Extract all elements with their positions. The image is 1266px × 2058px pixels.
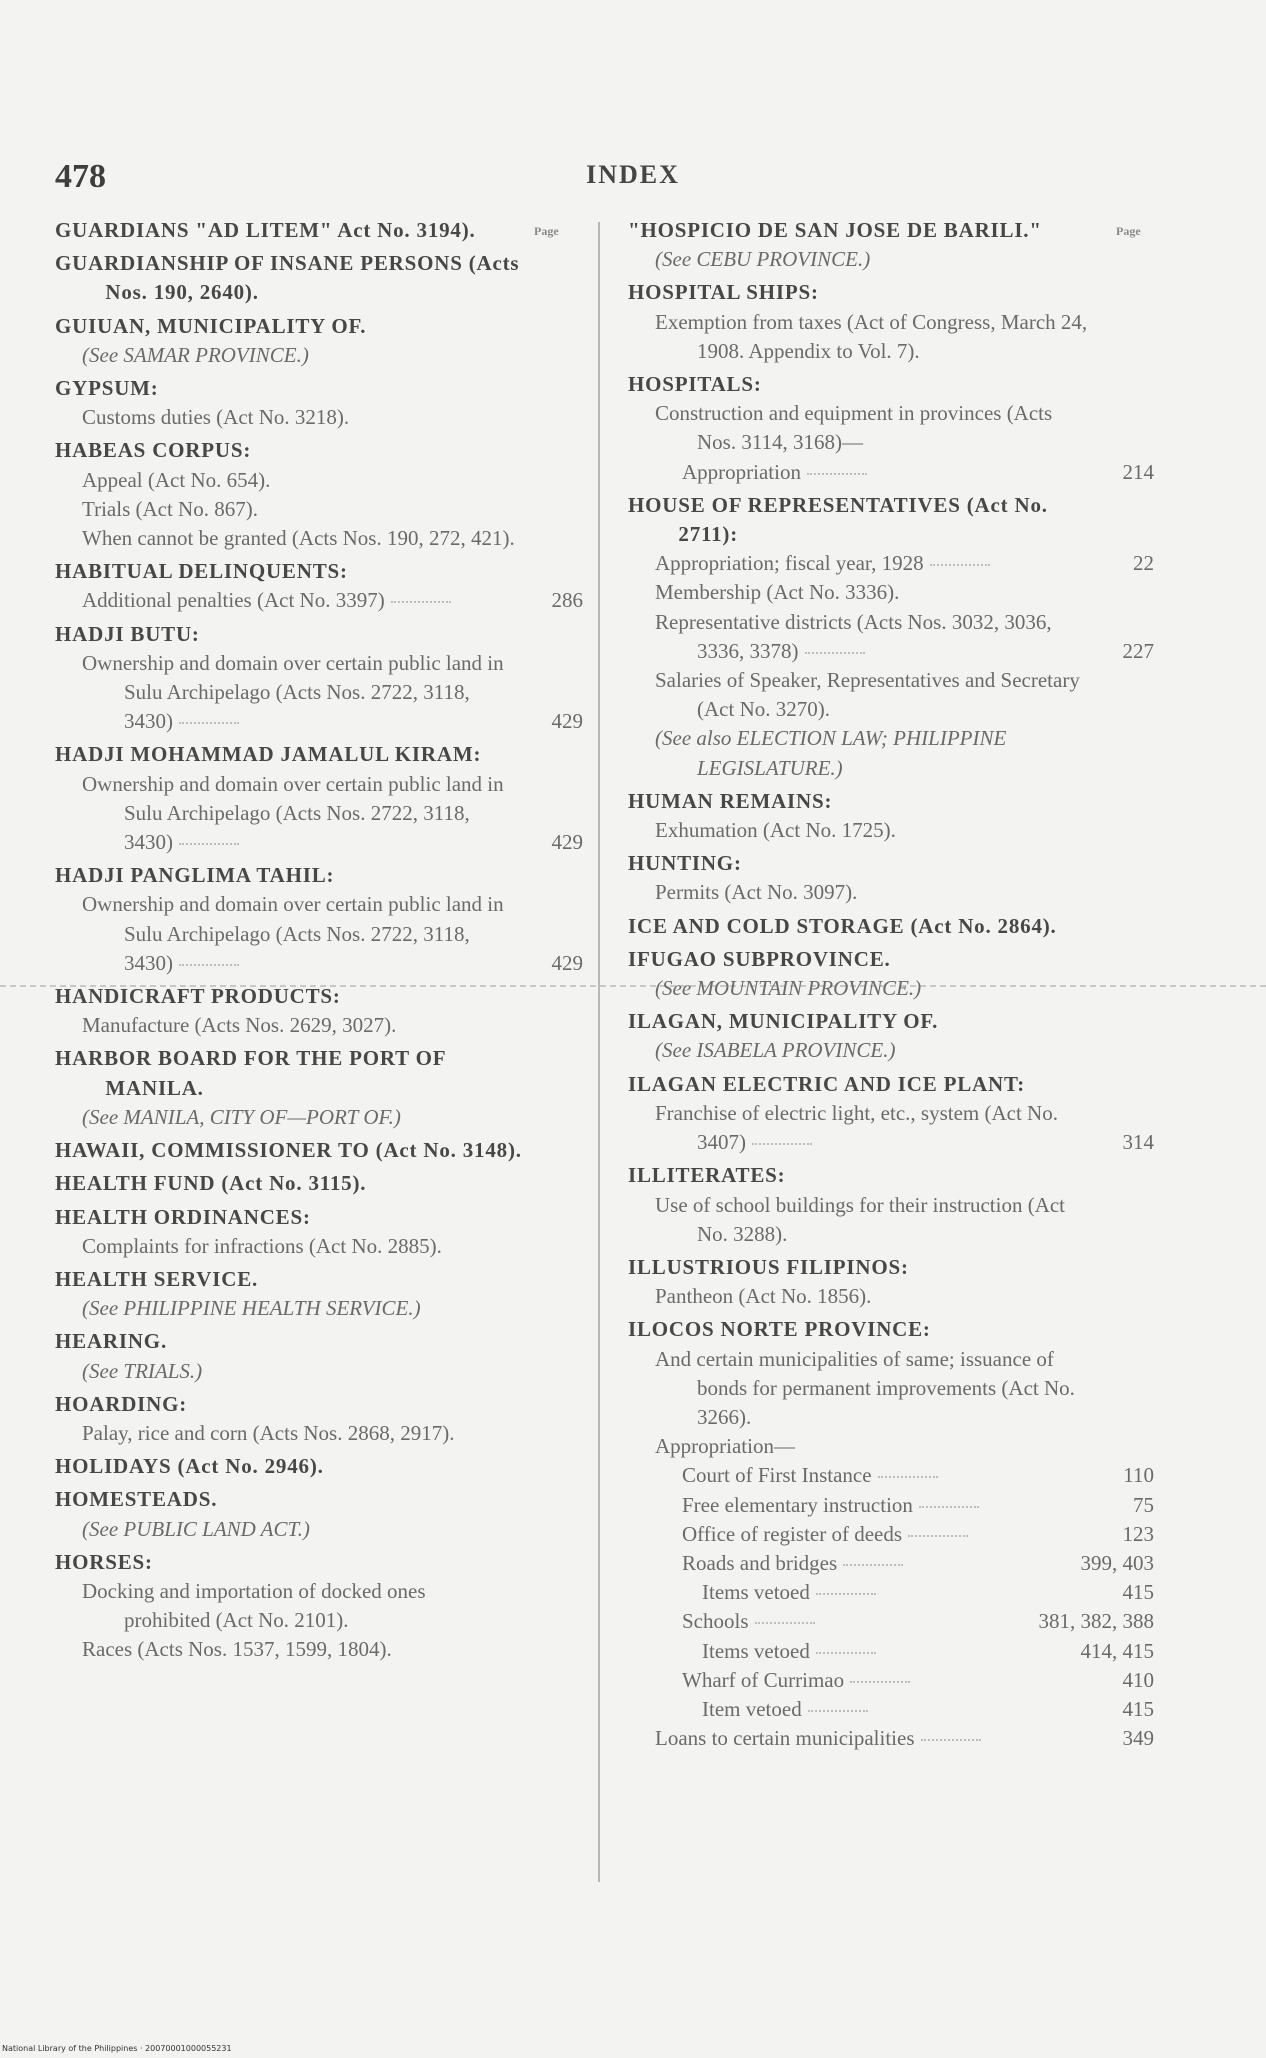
entry-text: Franchise of electric light, etc., system (Act No. 3407) [655,1100,1058,1155]
right-index-column [628,216,1158,1757]
entry-text: ILAGAN, MUNICIPALITY OF. [628,1009,939,1034]
index-entry [55,740,587,857]
entry-subheading [628,399,1158,457]
leader-dots [752,1143,812,1145]
page-label-right: Page [1116,224,1141,238]
entry-text: ICE AND COLD STORAGE (Act No. 2864). [628,913,1057,938]
entry-heading [55,1452,587,1481]
entry-subheading [628,1695,1158,1724]
entry-heading [55,982,587,1011]
left-index-column [55,216,587,1669]
entry-subheading [628,1724,1158,1753]
entry-text: Exemption from taxes (Act of Congress, March 24, 1908. Appendix to Vol. 7). [655,309,1088,363]
entry-text: Ownership and domain over certain public land in Sulu Archipelago (Acts Nos. 2722, 3118, 3430) [82,771,504,855]
leader-dots [919,1506,979,1508]
index-entry [55,1390,587,1448]
entry-text: Salaries of Speaker, Representatives and Secretary (Act No. 3270). [655,668,1080,722]
leader-dots [878,1476,938,1478]
entry-text: ILOCOS NORTE PROVINCE: [628,1317,931,1342]
entry-subheading [55,1635,587,1664]
entry-text: Ownership and domain over certain public land in Sulu Archipelago (Acts Nos. 2722, 3118, 3430) [82,892,504,975]
index-entry [55,374,587,432]
entry-heading [55,1485,587,1514]
entry-heading [55,1044,587,1102]
entry-subheading [55,890,587,978]
entry-text: Complaints for infractions (Act No. 2885). [82,1233,442,1258]
index-entry [55,436,587,553]
entry-heading [55,312,587,341]
entry-text: When cannot be granted (Acts Nos. 190, 272, 421). [82,526,515,551]
page-reference: 214 [1122,459,1154,484]
entry-text: Loans to certain municipalities [655,1726,915,1751]
leader-dots [908,1535,968,1537]
entry-text: ILAGAN ELECTRIC AND ICE PLANT: [628,1071,1025,1096]
entry-subheading [55,1232,587,1261]
entry-text: HABEAS CORPUS: [55,438,252,463]
entry-text: (See also ELECTION LAW; PHILIPPINE LEGISLATURE.) [655,726,1007,780]
page-reference: 286 [551,588,583,613]
entry-text: Item vetoed [702,1696,802,1721]
index-entry [55,982,587,1040]
entry-heading [55,1203,587,1232]
index-entry [55,1452,587,1481]
entry-text: HOLIDAYS (Act No. 2946). [55,1454,324,1479]
entry-text: Appropriation; fiscal year, 1928 [655,551,924,576]
entry-text: HANDICRAFT PRODUCTS: [55,984,341,1009]
entry-text: HOUSE OF REPRESENTATIVES (Act No. 2711): [628,492,1048,547]
page-label-left: Page [534,224,559,238]
entry-text: Court of First Instance [682,1463,872,1488]
index-entry [55,1548,587,1665]
entry-text: GUARDIANS "AD LITEM" Act No. 3194). [55,218,476,242]
entry-subheading [628,1578,1158,1607]
entry-subheading [55,1294,587,1323]
index-entry [55,216,587,245]
entry-text: HOSPITALS: [628,372,762,397]
entry-text: (See MANILA, CITY OF—PORT OF.) [82,1104,401,1129]
entry-subheading [628,1607,1158,1636]
entry-text: Roads and bridges [682,1550,838,1575]
leader-dots [179,722,239,724]
entry-text: Construction and equipment in provinces (Acts Nos. 3114, 3168)— [655,401,1053,455]
entry-text: HEARING. [55,1329,167,1354]
entry-subheading [55,524,587,553]
entry-text: HOMESTEADS. [55,1487,218,1512]
index-entry [628,1253,1158,1311]
entry-text: (See SAMAR PROVINCE.) [82,342,309,367]
leader-dots [921,1739,981,1741]
entry-text: (See TRIALS.) [82,1358,203,1383]
index-entry [628,1161,1158,1249]
page-number: 478 [55,158,106,195]
scan-footer: National Library of the Philippines · 20070001000055231 [2,2044,232,2053]
entry-text: HEALTH FUND (Act No. 3115). [55,1171,367,1196]
entry-heading [628,216,1158,245]
index-entry [55,1485,587,1543]
entry-subheading [628,245,1158,274]
entry-text: ILLUSTRIOUS FILIPINOS: [628,1254,909,1279]
entry-text: Wharf of Currimao [682,1667,845,1692]
entry-subheading [55,1419,587,1448]
page-reference: 415 [1122,1580,1154,1605]
entry-subheading [55,495,587,524]
entry-text: HOSPITAL SHIPS: [628,280,819,305]
entry-subheading [55,586,587,615]
entry-subheading [55,770,587,858]
entry-heading [55,861,587,890]
entry-heading [55,1136,587,1165]
entry-subheading [628,724,1158,782]
entry-subheading [55,1103,587,1132]
leader-dots [755,1622,815,1624]
entry-subheading [628,1432,1158,1461]
entry-heading [628,278,1158,307]
entry-heading [628,787,1158,816]
entry-subheading [628,1666,1158,1695]
entry-subheading [55,1577,587,1635]
entry-text: Customs duties (Act No. 3218). [82,405,350,430]
leader-dots [391,601,451,603]
leader-dots [807,473,867,475]
entry-text: (See MOUNTAIN PROVINCE.) [655,976,922,1001]
index-entry [55,1265,587,1323]
entry-subheading [628,816,1158,845]
leader-dots [843,1564,903,1566]
entry-text: GUARDIANSHIP OF INSANE PERSONS (Acts Nos. 190, 2640). [55,251,520,305]
entry-text: (See PUBLIC LAND ACT.) [82,1516,310,1541]
page-reference: 381, 382, 388 [1038,1609,1154,1634]
entry-subheading [55,403,587,432]
entry-text: Palay, rice and corn (Acts Nos. 2868, 2917). [82,1420,455,1445]
entry-heading [628,491,1158,549]
page-reference: 314 [1122,1130,1154,1155]
index-entry [628,216,1158,274]
index-entry [628,1070,1158,1158]
entry-subheading [628,549,1158,578]
page-reference: 414, 415 [1080,1638,1154,1663]
entry-subheading [628,608,1158,666]
page-reference: 110 [1123,1463,1154,1488]
entry-text: Pantheon (Act No. 1856). [655,1284,872,1309]
index-entry [628,370,1158,487]
entry-text: Items vetoed [702,1580,810,1605]
entry-text: Manufacture (Acts Nos. 2629, 3027). [82,1013,397,1038]
page-reference: 123 [1122,1521,1154,1546]
entry-heading [55,1265,587,1294]
entry-text: GUIUAN, MUNICIPALITY OF. [55,313,367,338]
page-reference: 410 [1122,1667,1154,1692]
entry-heading [55,1169,587,1198]
entry-heading [628,1253,1158,1282]
entry-text: ILLITERATES: [628,1163,786,1188]
entry-text: And certain municipalities of same; issuance of bonds for permanent improvements (Act No. 3266). [655,1346,1075,1429]
entry-subheading [628,578,1158,607]
entry-heading [628,849,1158,878]
index-entry [628,491,1158,783]
entry-text: HEALTH ORDINANCES: [55,1204,311,1229]
leader-dots [805,652,865,654]
entry-heading [628,370,1158,399]
entry-text: "HOSPICIO DE SAN JOSE DE BARILI." [628,218,1042,242]
entry-text: HAWAII, COMMISSIONER TO (Act No. 3148). [55,1138,522,1163]
index-entry [55,1327,587,1385]
entry-text: Representative districts (Acts Nos. 3032, 3036, 3336, 3378) [655,609,1052,663]
entry-text: HORSES: [55,1549,153,1574]
leader-dots [179,964,239,966]
entry-text: Trials (Act No. 867). [82,496,258,521]
running-head: INDEX [586,160,680,189]
entry-subheading [628,666,1158,724]
entry-text: Free elementary instruction [682,1492,913,1517]
page-reference: 399, 403 [1080,1550,1154,1575]
entry-heading [55,620,587,649]
entry-heading [628,1007,1158,1036]
entry-subheading [628,458,1158,487]
entry-text: Office of register of deeds [682,1521,903,1546]
entry-text: HABITUAL DELINQUENTS: [55,559,348,584]
entry-text: Appropriation [682,459,801,484]
index-entry [628,1007,1158,1065]
page-reference: 75 [1133,1492,1154,1517]
entry-subheading [628,1637,1158,1666]
entry-subheading [628,1491,1158,1520]
entry-text: HUMAN REMAINS: [628,788,833,813]
entry-text: Appeal (Act No. 654). [82,467,271,492]
entry-subheading [628,878,1158,907]
index-entry [55,1169,587,1198]
index-entry [628,849,1158,907]
entry-subheading [628,1345,1158,1433]
entry-heading [55,740,587,769]
entry-text: Use of school buildings for their instruction (Act No. 3288). [655,1192,1066,1246]
entry-subheading [55,1515,587,1544]
index-entry [55,312,587,370]
entry-subheading [628,1461,1158,1490]
entry-subheading [55,341,587,370]
page-reference: 227 [1122,638,1154,663]
page-reference: 349 [1122,1726,1154,1751]
entry-text: Docking and importation of docked ones prohibited (Act No. 2101). [82,1578,426,1633]
entry-subheading [628,308,1158,366]
entry-text: (See PHILIPPINE HEALTH SERVICE.) [82,1296,421,1321]
entry-heading [55,249,587,307]
entry-heading [55,374,587,403]
index-entry [55,557,587,615]
entry-subheading [628,1282,1158,1311]
entry-subheading [628,1191,1158,1249]
entry-subheading [628,1036,1158,1065]
entry-heading [55,436,587,465]
page-reference: 22 [1133,551,1154,576]
entry-heading [628,912,1158,941]
leader-dots [816,1652,876,1654]
entry-text: HADJI BUTU: [55,621,200,646]
index-entry [628,945,1158,1003]
page-reference: 429 [551,709,583,734]
entry-subheading [55,1011,587,1040]
entry-heading [628,1161,1158,1190]
index-entry [55,861,587,978]
entry-heading [628,945,1158,974]
entry-heading [55,216,587,245]
index-entry [628,912,1158,941]
entry-text: Ownership and domain over certain public land in Sulu Archipelago (Acts Nos. 2722, 3118, 3430) [82,650,504,734]
index-entry [628,278,1158,366]
leader-dots [816,1593,876,1595]
page-reference: 429 [551,950,583,975]
entry-text: HOARDING: [55,1391,188,1416]
entry-heading [55,557,587,586]
entry-text: Items vetoed [702,1638,810,1663]
leader-dots [850,1681,910,1683]
index-entry [55,1044,587,1132]
column-divider [598,222,600,1882]
entry-subheading [628,1099,1158,1157]
entry-text: Appropriation— [655,1434,795,1459]
index-entry [628,1315,1158,1753]
entry-heading [628,1070,1158,1099]
entry-text: Races (Acts Nos. 1537, 1599, 1804). [82,1637,392,1662]
entry-heading [55,1548,587,1577]
entry-text: GYPSUM: [55,376,159,401]
page-reference: 429 [551,830,583,855]
index-entry [55,620,587,737]
entry-text: Permits (Act No. 3097). [655,880,858,905]
entry-text: (See CEBU PROVINCE.) [655,247,871,272]
index-entry [55,1203,587,1261]
leader-dots [808,1710,868,1712]
entry-subheading [628,974,1158,1003]
entry-text: HEALTH SERVICE. [55,1266,259,1291]
entry-subheading [628,1520,1158,1549]
entry-heading [55,1327,587,1356]
entry-text: HARBOR BOARD FOR THE PORT OF MANILA. [55,1046,446,1100]
entry-text: Membership (Act No. 3336). [655,580,900,605]
entry-subheading [628,1549,1158,1578]
index-entry [55,1136,587,1165]
entry-text: HADJI MOHAMMAD JAMALUL KIRAM: [55,742,482,767]
entry-text: IFUGAO SUBPROVINCE. [628,946,891,971]
entry-heading [628,1315,1158,1344]
leader-dots [179,843,239,845]
entry-subheading [55,649,587,737]
entry-text: (See ISABELA PROVINCE.) [655,1038,896,1063]
entry-text: Additional penalties (Act No. 3397) [82,588,385,613]
index-entry [628,787,1158,845]
leader-dots [930,564,990,566]
index-entry [55,249,587,307]
entry-heading [55,1390,587,1419]
entry-text: HADJI PANGLIMA TAHIL: [55,863,335,888]
entry-text: Exhumation (Act No. 1725). [655,818,896,843]
entry-subheading [55,1357,587,1386]
page-reference: 415 [1122,1696,1154,1721]
entry-subheading [55,466,587,495]
entry-text: Schools [682,1609,749,1634]
entry-text: HUNTING: [628,851,742,876]
